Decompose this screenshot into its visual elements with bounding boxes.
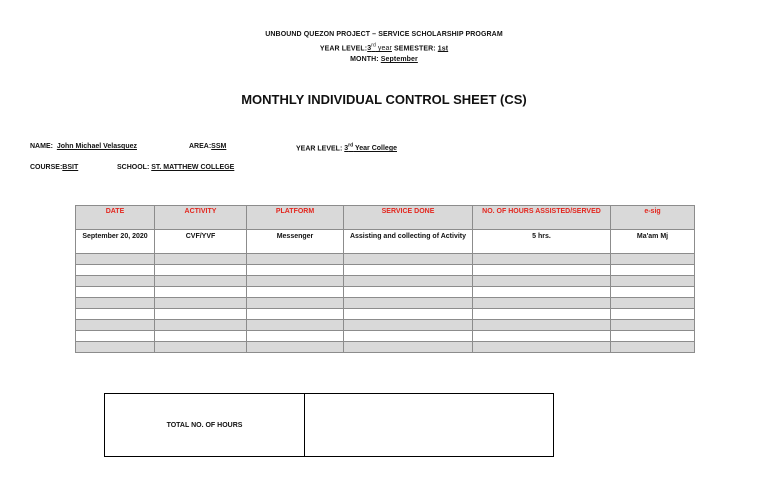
project-header: UNBOUND QUEZON PROJECT – SERVICE SCHOLARSHIP PROGRAM: [265, 31, 503, 38]
school-value: ST. MATTHEW COLLEGE: [151, 164, 235, 171]
semester-value: 1st: [437, 45, 449, 53]
school-field: [117, 164, 234, 171]
month-label: MONTH:: [350, 56, 381, 63]
year-level-field: [296, 143, 397, 152]
col-header-date: DATE: [76, 206, 155, 230]
year-semester-line: [0, 43, 768, 52]
year-level-field-value: 3rd Year College: [344, 143, 397, 153]
year-level-label: YEAR LEVEL:: [319, 45, 368, 53]
col-header-hours: NO. OF HOURS ASSISTED/SERVED: [473, 206, 611, 230]
name-field: [30, 143, 137, 150]
cell-platform: Messenger: [247, 230, 344, 254]
table-row: [76, 254, 695, 265]
semester-label: SEMESTER:: [391, 45, 438, 53]
name-value: John Michael Velasquez: [56, 143, 137, 150]
table-header-row: [76, 206, 695, 230]
col-header-esig: e-sig: [611, 206, 695, 230]
area-value: SSM: [211, 143, 227, 150]
cell-date: September 20, 2020: [76, 230, 155, 254]
table-row: [76, 298, 695, 309]
col-header-activity: ACTIVITY: [155, 206, 247, 230]
year-level-field-label: YEAR LEVEL:: [296, 145, 343, 153]
page-title: MONTHLY INDIVIDUAL CONTROL SHEET (CS): [241, 92, 527, 107]
total-hours-value: [305, 394, 553, 456]
control-sheet-table: [75, 205, 695, 353]
col-header-service: SERVICE DONE: [344, 206, 473, 230]
table-row: [76, 276, 695, 287]
total-hours-box: [104, 393, 554, 457]
col-header-platform: PLATFORM: [247, 206, 344, 230]
school-label: SCHOOL:: [117, 164, 150, 171]
area-field: [189, 143, 226, 150]
table-row: [76, 309, 695, 320]
total-hours-label: TOTAL NO. OF HOURS: [105, 394, 305, 456]
table-row: [76, 287, 695, 298]
cell-activity: CVF/YVF: [155, 230, 247, 254]
cell-esig: Ma'am Mj: [611, 230, 695, 254]
course-field: [30, 164, 78, 171]
course-value: BSIT: [62, 164, 79, 171]
year-level-value: 3rd year: [367, 43, 392, 53]
cell-service: Assisting and collecting of Activity: [344, 230, 473, 254]
name-label: NAME:: [30, 143, 53, 150]
area-label: AREA:: [189, 143, 212, 150]
course-label: COURSE:: [30, 164, 63, 171]
table-row: [76, 230, 695, 254]
table-row: [76, 342, 695, 353]
cell-hours: 5 hrs.: [473, 230, 611, 254]
table-row: [76, 265, 695, 276]
month-line: [0, 56, 768, 63]
table-row: [76, 331, 695, 342]
table-row: [76, 320, 695, 331]
month-value: September: [380, 56, 418, 63]
